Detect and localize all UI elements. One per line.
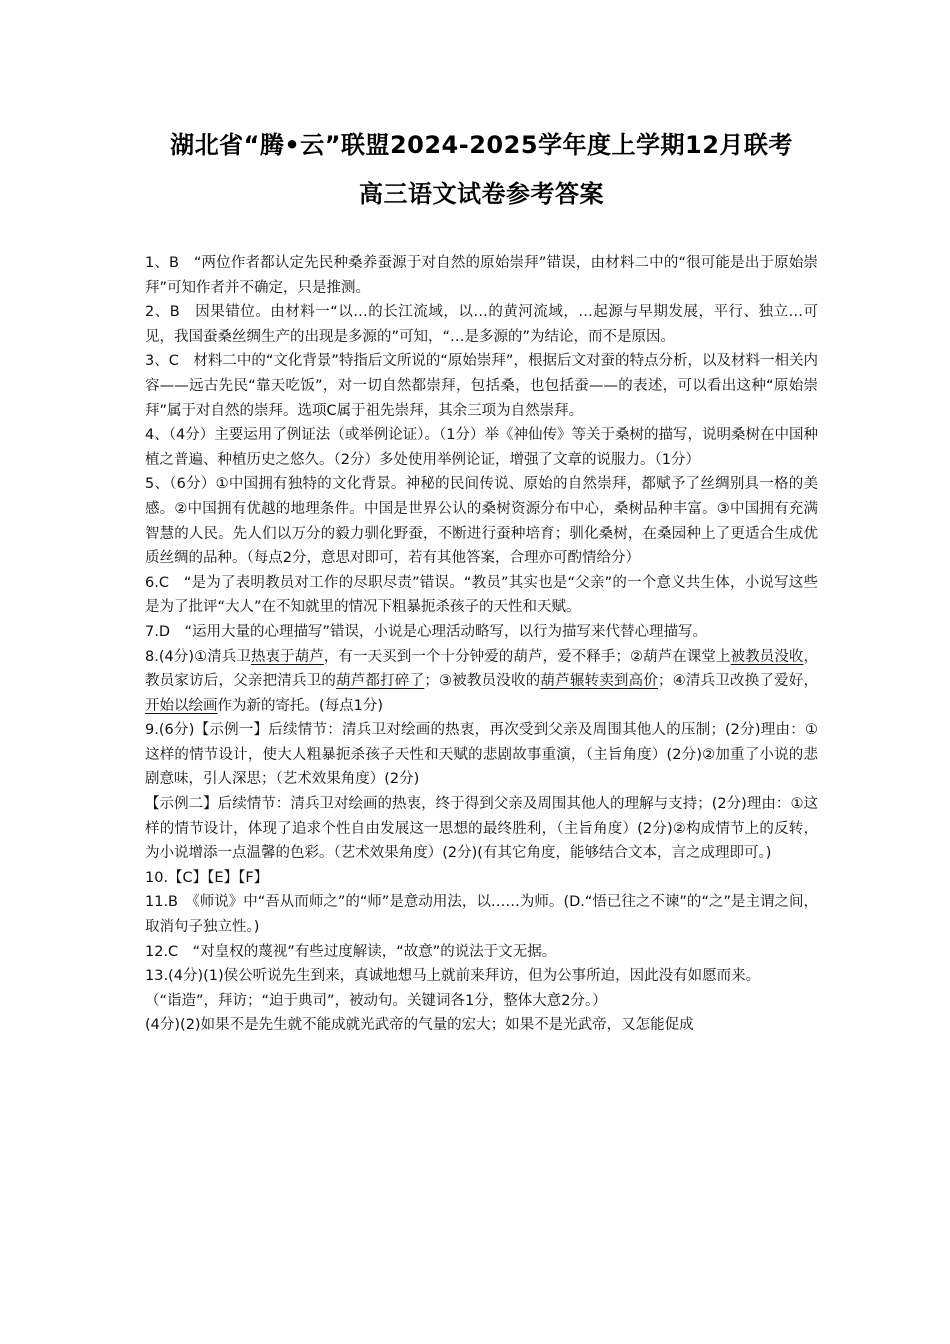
answer-q7: 7.D “运用大量的心理描写”错误，小说是心理活动略写，以行为描写来代替心理描写。 <box>145 623 708 640</box>
answer-q5: 5、（6分）①中国拥有独特的文化背景。神秘的民间传说、原始的自然崇拜，都赋予了丝绸别具一格的美感。②中国拥有优越的地理条件。中国是世界公认的桑树资源分布中心，桑树品种丰富。③中国拥有充满智慧的人民。先人们以万分的毅力驯化野蚕，不断进行蚕种培育；驯化桑树，在桑园种上了更适合生成优质丝绸的品种。（每点2分，意思对即可，若有其他答案，合理亦可酌情给分） <box>145 476 818 567</box>
answer-q8-underlined: 热衷于葫芦 <box>250 648 324 665</box>
answer-q8-text: 8.(4分)①清兵卫 <box>145 648 251 665</box>
answer-q8 <box>145 645 818 719</box>
answer-q4: 4、（4分）主要运用了例证法（或举例论证）。（1分）举《神仙传》等关于桑树的描写，说明桑树在中国种植之普遍、种植历史之悠久。（2分）多处使用举例论证，增强了文章的说服力。（1分） <box>145 427 818 468</box>
page-subtitle: 高三语文试卷参考答案 <box>359 180 604 208</box>
answer-q1: 1、B “两位作者都认定先民种桑养蚕源于对自然的原始崇拜”错误，由材料二中的“很可能是出于原始崇拜”可知作者并不确定，只是推测。 <box>145 255 818 296</box>
answer-q8-text: ，有一天买到一个十分钟爱的葫芦，爱不释手；②葫芦在课堂上 <box>323 648 731 665</box>
answer-q8-underlined: 葫芦辗转卖到高价 <box>540 673 659 690</box>
answer-q3: 3、C 材料二中的“文化背景”特指后文所说的“原始崇拜”，根据后文对蚕的特点分析，以及材料一相关内容——远古先民“靠天吃饭”，对一切自然都崇拜，包括桑，也包括蚕——的表述，可以看出这种“原始崇拜”属于对自然的崇拜。选项C属于祖先崇拜，其余三项为自然崇拜。 <box>145 353 818 419</box>
answer-list <box>145 251 818 1038</box>
answer-q9-example2: 【示例二】后续情节：清兵卫对绘画的热衷，终于得到父亲及周围其他人的理解与支持；(2分)理由：①这样的情节设计，体现了追求个性自由发展这一思想的最终胜利，（主旨角度）(2分)②构成情节上的反转，为小说增添一点温馨的色彩。（艺术效果角度）(2分)(有其它角度，能够结合文本，言之成理即可。) <box>145 796 818 862</box>
answer-q13-scoring-note: （“诣造”，拜访；“迫于典司”，被动句。关键词各1分，整体大意2分。） <box>145 992 607 1009</box>
answer-q8-text: ；③被教员没收的 <box>424 673 541 690</box>
answer-q2: 2、B 因果错位。由材料一“以…的长江流域，以…的黄河流域，…起源与早期发展，平行、独立…可见，我国蚕桑丝绸生产的出现是多源的”可知，“…是多源的”为结论，而不是原因。 <box>145 304 818 345</box>
answer-q11: 11.B 《师说》中“吾从而师之”的“师”是意动用法，以……为师。(D.“悟已往之不谏”的“之”是主谓之间，取消句子独立性。) <box>145 894 818 936</box>
answer-q13-part1: 13.(4分)(1)侯公听说先生到来，真诚地想马上就前来拜访，但为公事所迫，因此没有如愿而来。 <box>145 968 761 985</box>
page-title: 湖北省“腾•云”联盟2024-2025学年度上学期12月联考 <box>170 131 793 159</box>
answer-q8-text: 作为新的寄托。(每点1分) <box>217 697 384 714</box>
answer-q9-example1: 9.(6分)【示例一】后续情节：清兵卫对绘画的热衷，再次受到父亲及周围其他人的压制；(2分)理由：①这样的情节设计，使大人粗暴扼杀孩子天性和天赋的悲剧故事重演，（主旨角度）(2分)②加重了小说的悲剧意味，引人深思；（艺术效果角度）(2分) <box>145 722 818 788</box>
answer-q8-text: ，教员家访后，父亲把清兵卫的 <box>145 648 819 690</box>
answer-q8-underlined: 葫芦都打碎了 <box>336 673 425 690</box>
answer-q8-underlined: 开始以绘画 <box>145 697 218 714</box>
answer-q6: 6.C “是为了表明教员对工作的尽职尽责”错误。“教员”其实也是“父亲”的一个意义共生体，小说写这些是为了批评“大人”在不知就里的情况下粗暴扼杀孩子的天性和天赋。 <box>145 574 818 616</box>
answer-q8-text: ；④清兵卫改换了爱好， <box>658 673 819 690</box>
answer-q12: 12.C “对皇权的蔑视”有些过度解读，“故意”的说法于文无据。 <box>145 943 557 960</box>
answer-q10: 10.【C】【E】【F】 <box>145 869 269 886</box>
answer-q13-part2: (4分)(2)如果不是先生就不能成就光武帝的气量的宏大；如果不是光武帝，又怎能促成 <box>145 1017 694 1034</box>
answer-q8-underlined: 被教员没收 <box>730 648 804 665</box>
